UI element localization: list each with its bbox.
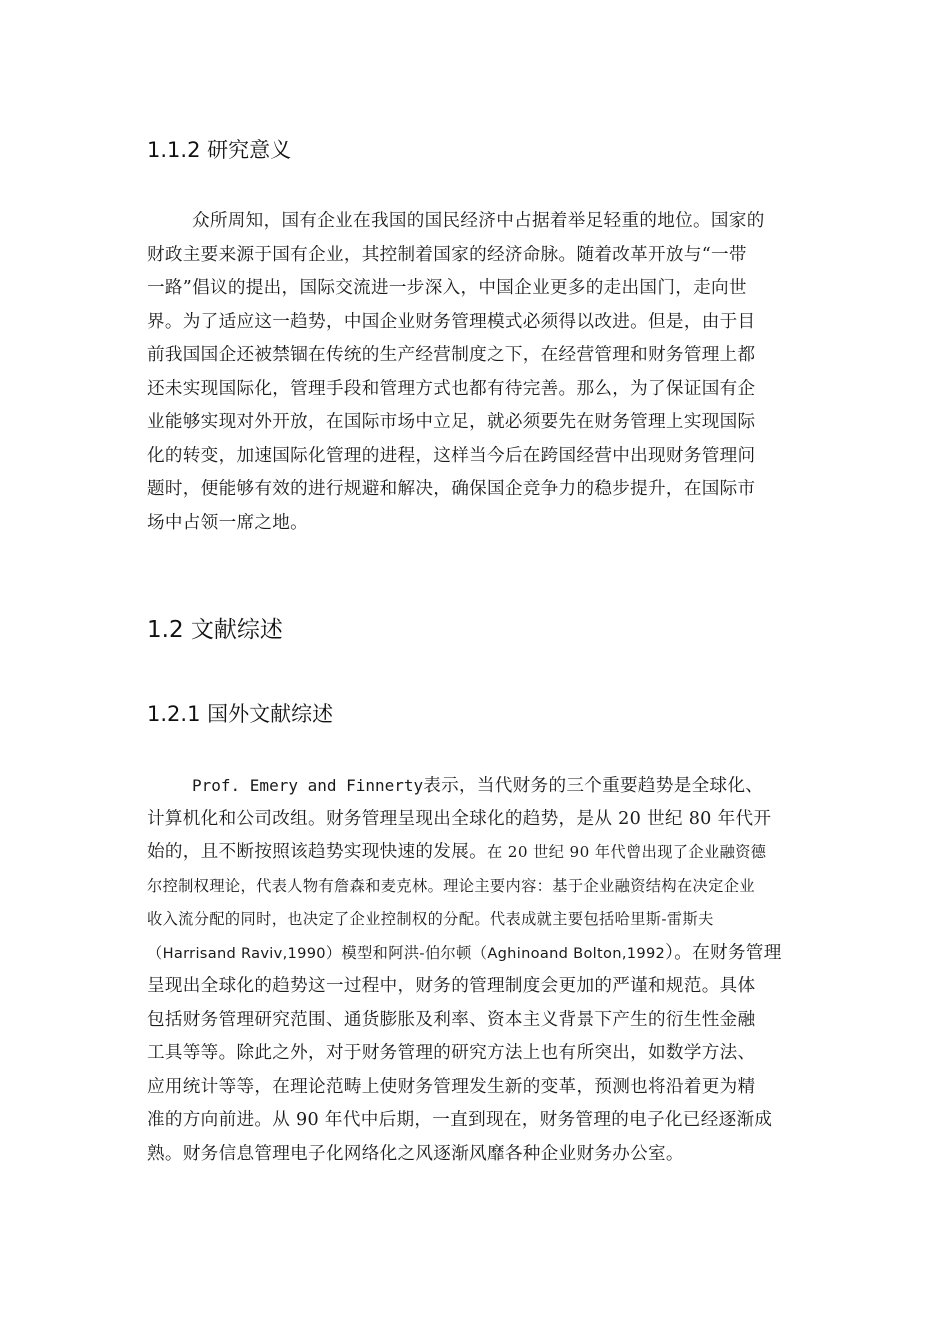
paragraph-line: 尔控制权理论，代表人物有詹森和麦克林。理论主要内容：基于企业融资结构在决定企业 bbox=[147, 876, 755, 895]
paragraph-line: 财政主要来源于国有企业，其控制着国家的经济命脉。随着改革开放与“一带 bbox=[147, 244, 747, 265]
paragraph-line: 准的方向前进。从 90 年代中后期，一直到现在，财务管理的电子化已经逐渐成 bbox=[147, 1110, 773, 1130]
paragraph-line: 界。为了适应这一趋势，中国企业财务管理模式必须得以改进。但是，由于目 bbox=[147, 311, 756, 332]
heading-research-significance: 1.1.2 研究意义 bbox=[147, 138, 292, 162]
paragraph-line bbox=[147, 836, 807, 870]
paragraph-line: 题时，便能够有效的进行规避和解决，确保国企竞争力的稳步提升，在国际市 bbox=[147, 479, 756, 499]
paragraph-line bbox=[147, 769, 807, 803]
line-text: 表示，当代财务的三个重要趋势是全球化、 bbox=[423, 776, 764, 796]
citation-harris-raviv: Harrisand Raviv,1990 bbox=[162, 944, 326, 962]
paragraph-line: 收入流分配的同时，也决定了企业控制权的分配。代表成就主要包括哈里斯-雷斯夫 bbox=[147, 910, 714, 928]
paragraph-line: 包括财务管理研究范围、通货膨胀及利率、资本主义背景下产生的衍生性金融 bbox=[147, 1009, 756, 1030]
paragraph-line: 熟。财务信息管理电子化网络化之风逐渐风靡各种企业财务办公室。 bbox=[147, 1143, 684, 1164]
paragraph-line: 工具等等。除此之外，对于财务管理的研究方法上也有所突出，如数学方法、 bbox=[147, 1043, 756, 1063]
paragraph-line: 一路”倡议的提出，国际交流进一步深入，中国企业更多的走出国门，走向世 bbox=[147, 278, 747, 298]
paragraph-line: 呈现出全球化的趋势这一过程中，财务的管理制度会更加的严谨和规范。具体 bbox=[147, 976, 756, 996]
paragraph-line: 计算机化和公司改组。财务管理呈现出全球化的趋势，是从 20 世纪 80 年代开 bbox=[147, 808, 772, 829]
line-text-small: （ bbox=[147, 943, 163, 962]
paragraph-research-significance bbox=[147, 205, 807, 540]
paragraph-foreign-literature bbox=[147, 769, 807, 1171]
author-names: Prof. Emery and Finnerty bbox=[192, 776, 424, 795]
paragraph-line: 前我国国企还被禁锢在传统的生产经营制度之下，在经营管理和财务管理上都 bbox=[147, 345, 756, 365]
paragraph-line: 应用统计等等，在理论范畴上使财务管理发生新的变革，预测也将沿着更为精 bbox=[147, 1076, 756, 1097]
heading-literature-review: 1.2 文献综述 bbox=[147, 617, 283, 643]
paragraph-line: 还未实现国际化，管理手段和管理方式也都有待完善。那么，为了保证国有企 bbox=[147, 378, 756, 399]
heading-foreign-literature-review: 1.2.1 国外文献综述 bbox=[147, 702, 334, 726]
paragraph-line bbox=[147, 937, 807, 971]
line-text: 始的，且不断按照该趋势实现快速的发展。 bbox=[147, 842, 487, 862]
line-text: ）。在财务管理 bbox=[665, 942, 782, 963]
line-text-small: ）模型和阿洪-伯尔顿（ bbox=[325, 943, 488, 962]
paragraph-line: 业能够实现对外开放，在国际市场中立足，就必须要先在财务管理上实现国际 bbox=[147, 412, 756, 432]
paragraph-line: 众所周知，国有企业在我国的国民经济中占据着举足轻重的地位。国家的 bbox=[192, 211, 765, 231]
citation-aghion-bolton: Aghinoand Bolton,1992 bbox=[487, 944, 666, 962]
paragraph-line: 场中占领一席之地。 bbox=[147, 512, 309, 533]
paragraph-line: 化的转变，加速国际化管理的进程，这样当今后在跨国经营中出现财务管理问 bbox=[147, 445, 756, 466]
line-text-small: 在 20 世纪 90 年代曾出现了企业融资德 bbox=[486, 843, 767, 861]
